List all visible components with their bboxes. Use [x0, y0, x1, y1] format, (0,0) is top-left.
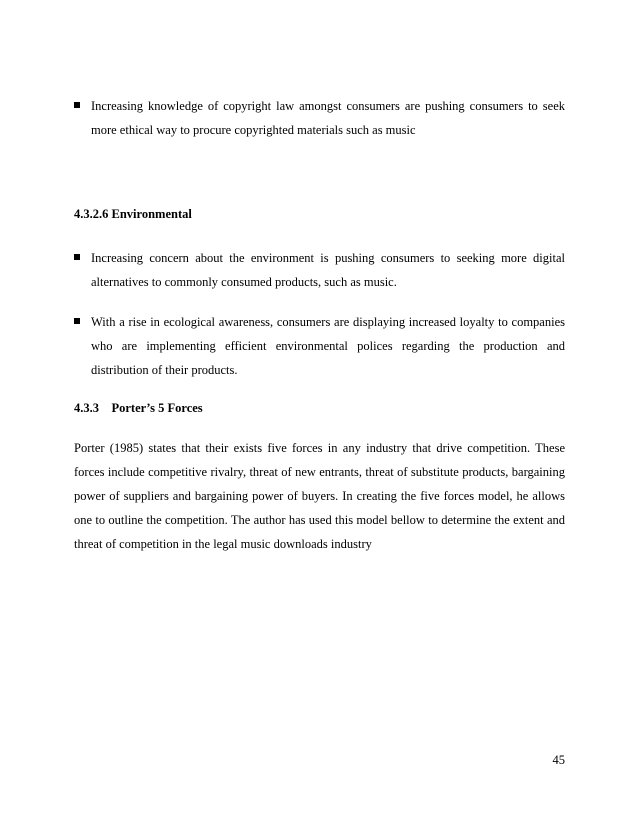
bullet-item-ecological-awareness — [74, 310, 565, 382]
square-bullet-icon — [74, 318, 80, 324]
bullet-item-copyright — [74, 94, 565, 142]
bullet-text: With a rise in ecological awareness, consumers are displaying increased loyalty to companies who are implementing efficient environmental polices regarding the production and distribution of their products. — [91, 315, 565, 377]
square-bullet-icon — [74, 254, 80, 260]
porter-paragraph: Porter (1985) states that their exists five forces in any industry that drive competition. These forces include competitive rivalry, threat of new entrants, threat of substitute products, bargaining power of suppliers and bargaining power of buyers. In creating the five forces model, he allows one to outline the competition. The author has used this model bellow to determine the extent and threat of competition in the legal music downloads industry — [74, 441, 565, 551]
section-heading-porter: 4.3.3 Porter’s 5 Forces — [74, 401, 203, 415]
bullet-item-environment-concern — [74, 246, 565, 294]
bullet-text: Increasing knowledge of copyright law amongst consumers are pushing consumers to seek more ethical way to procure copyrighted materials such as music — [91, 99, 565, 137]
page-number: 45 — [552, 753, 565, 767]
square-bullet-icon — [74, 102, 80, 108]
section-heading-environmental: 4.3.2.6 Environmental — [74, 207, 192, 221]
bullet-text: Increasing concern about the environment is pushing consumers to seeking more digital alternatives to commonly consumed products, such as music. — [91, 251, 565, 289]
